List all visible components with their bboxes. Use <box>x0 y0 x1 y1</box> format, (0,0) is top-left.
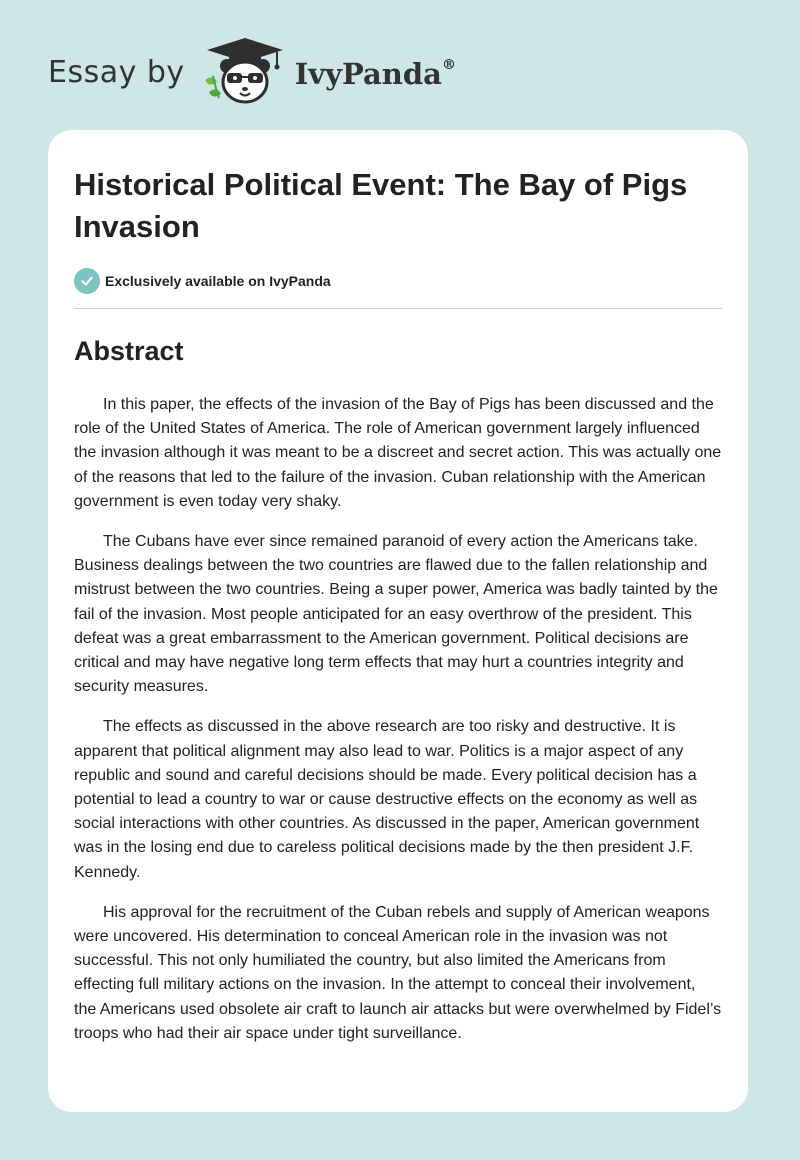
divider <box>74 308 722 309</box>
brand-name-text: IvyPanda <box>294 57 442 91</box>
exclusive-badge <box>74 268 722 294</box>
page-title: Historical Political Event: The Bay of Pigs Invasion <box>74 167 688 244</box>
registered-mark: ® <box>441 57 456 74</box>
paragraph: His approval for the recruitment of the Cuban rebels and supply of American weapons were uncovered. His determination to conceal American role in the invasion was not successful. This not only humiliated the country, but also limited the Americans from effecting full military actions on the invasion. In the attempt to conceal their involvement, the Americans used obsolete air craft to launch air attacks but were overwhelmed by Fidel’s troops who had their air space under tight surveillance. <box>74 903 722 1042</box>
exclusive-badge-label: Exclusively available on IvyPanda <box>105 273 331 289</box>
check-circle-icon <box>74 268 100 294</box>
panda-logo-icon[interactable] <box>199 36 291 108</box>
brand-header <box>48 36 456 108</box>
article-card <box>48 130 748 1112</box>
paragraph: The effects as discussed in the above research are too risky and destructive. It is apparent that political alignment may also lead to war. Politics is a major aspect of any republic and sound and careful decisions should be made. Every political decision has a potential to lead a country to war or cause destructive effects on the economy as well as social interactions with other countries. As discussed in the paper, American government was in the losing end due to careless political decisions made by the then president J.F. Kennedy. <box>74 718 700 881</box>
paragraph: In this paper, the effects of the invasion of the Bay of Pigs has been discussed and the role of the United States of America. The role of American government largely influenced the invasion although it was meant to be a discreet and secret action. This was actually one of the reasons that led to the failure of the invasion. Cuban relationship with the American government is even today very shaky. <box>74 396 722 510</box>
brand-prefix: Essay by <box>48 54 185 90</box>
paragraph: The Cubans have ever since remained paranoid of every action the Americans take. Business dealings between the two countries are flawed due to the fallen relationship and mistrust between the two countries. Being a super power, America was badly tainted by the fail of the invasion. Most people anticipated for an easy overthrow of the president. This defeat was a great embarrassment to the American government. Political decisions are critical and may have negative long term effects that may hurt a countries integrity and security measures. <box>74 533 718 696</box>
brand-name <box>295 57 456 91</box>
section-title-abstract: Abstract <box>74 336 184 366</box>
